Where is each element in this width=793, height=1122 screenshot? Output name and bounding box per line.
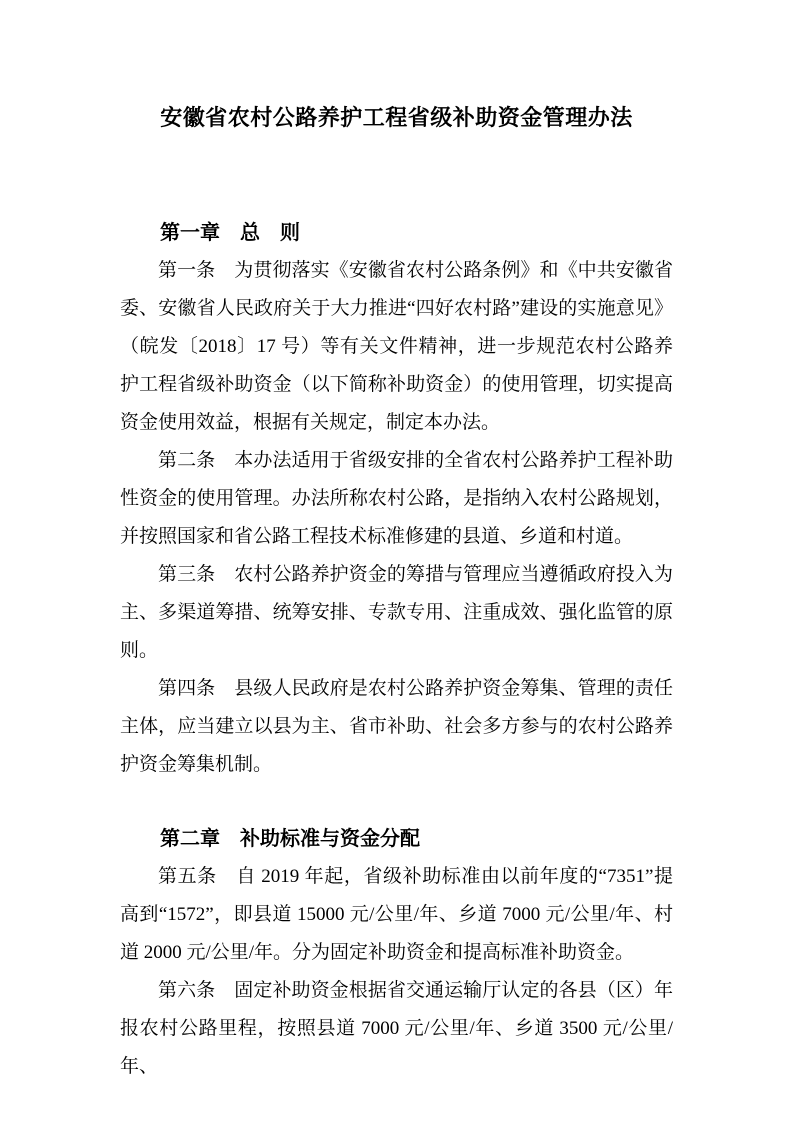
- article-2-paragraph: 第二条 本办法适用于省级安排的全省农村公路养护工程补助性资金的使用管理。办法所称农村公路，是指纳入农村公路规划，并按照国家和省公路工程技术标准修建的县道、乡道和村道。: [120, 450, 673, 547]
- document-title: 安徽省农村公路养护工程省级补助资金管理办法: [160, 105, 633, 130]
- article-4-paragraph: 第四条 县级人民政府是农村公路养护资金筹集、管理的责任主体，应当建立以县为主、省市补助、社会多方参与的农村公路养护资金筹集机制。: [120, 678, 673, 775]
- chapter-2-heading: 第二章 补助标准与资金分配: [160, 828, 420, 850]
- chapter-1-heading: 第一章 总 则: [160, 222, 300, 244]
- article-1-paragraph: 第一条 为贯彻落实《安徽省农村公路条例》和《中共安徽省委、安徽省人民政府关于大力推进“四好农村路”建设的实施意见》（皖发〔2018〕17 号）等有关文件精神，进一步规范农村公路养护工程省级补助资金（以下简称补助资金）的使用管理，切实提高资金使用效益，根据有关规定，制定本办法。: [120, 260, 673, 433]
- article-6-paragraph: 第六条 固定补助资金根据省交通运输厅认定的各县（区）年报农村公路里程，按照县道 7000 元/公里/年、乡道 3500 元/公里/年、: [120, 980, 673, 1077]
- article-3-paragraph: 第三条 农村公路养护资金的筹措与管理应当遵循政府投入为主、多渠道筹措、统筹安排、专款专用、注重成效、强化监管的原则。: [120, 564, 673, 661]
- article-5-paragraph: 第五条 自 2019 年起，省级补助标准由以前年度的“7351”提高到“1572”，即县道 15000 元/公里/年、乡道 7000 元/公里/年、村道 2000 元/公里/年。分为固定补助资金和提高标准补助资金。: [120, 866, 673, 963]
